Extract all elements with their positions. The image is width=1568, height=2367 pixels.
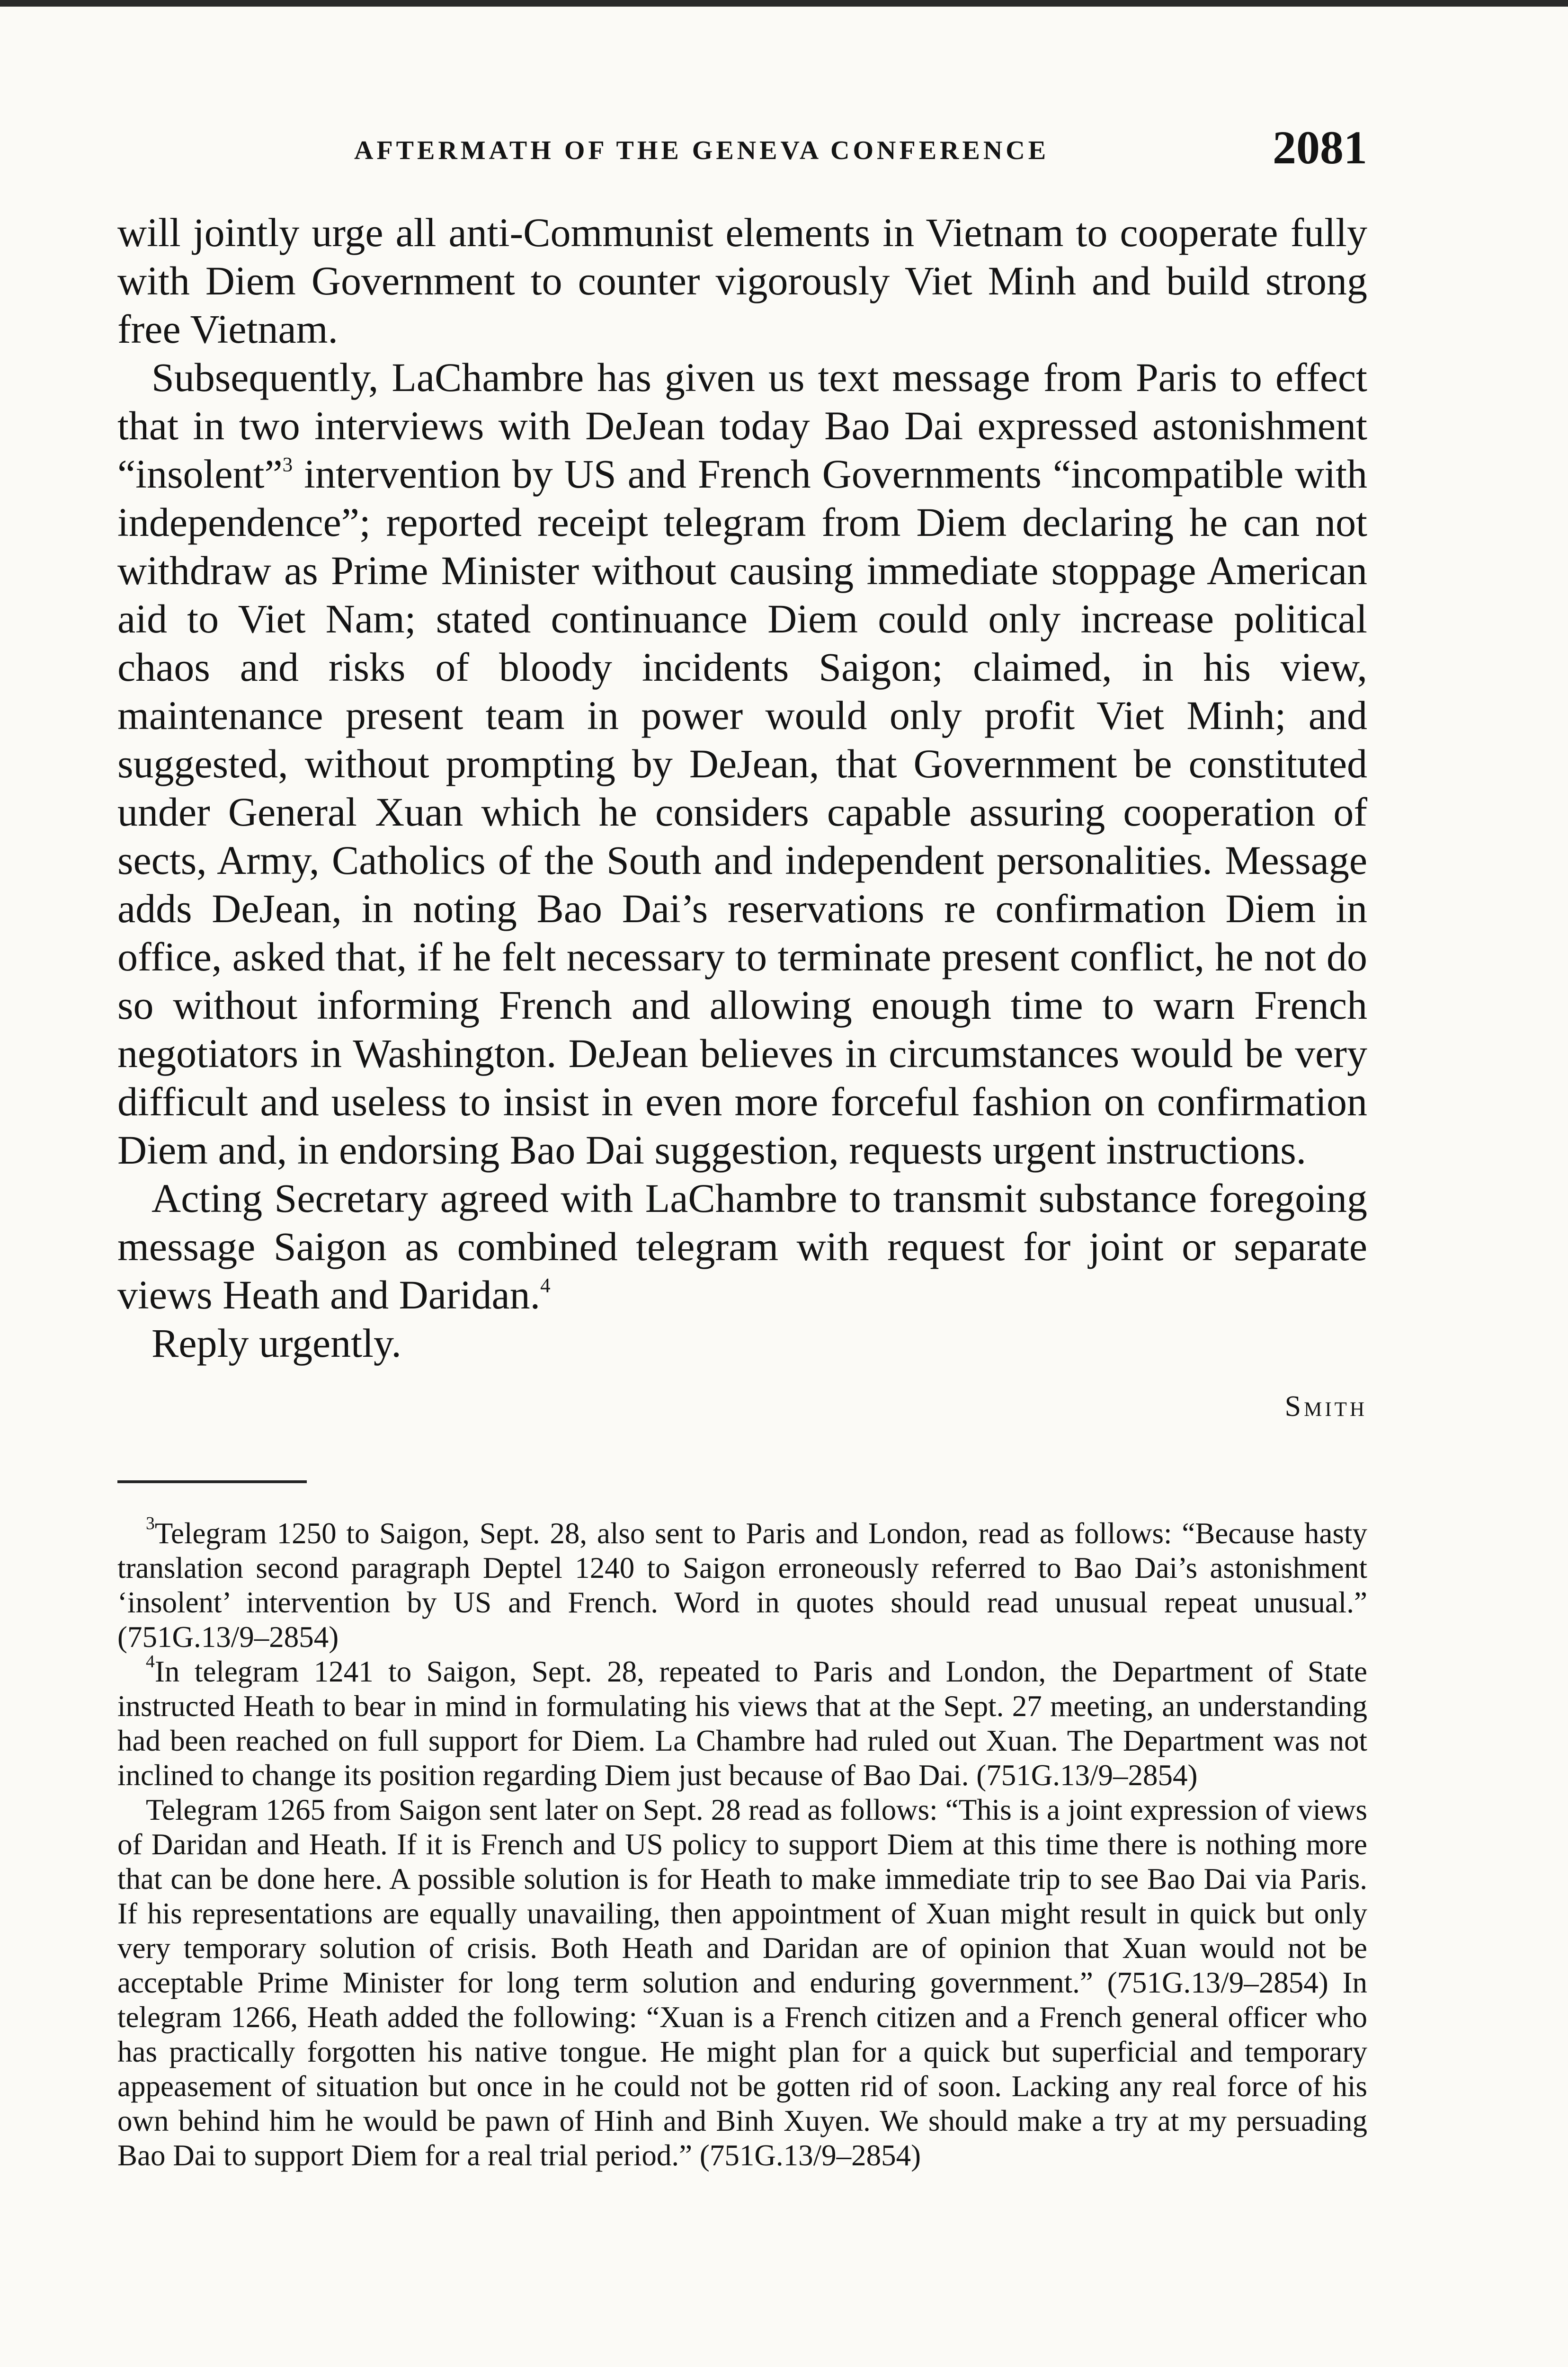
- paragraph-4: Reply urgently.: [151, 1320, 401, 1366]
- paragraph-2: [117, 353, 1367, 1174]
- footnote-4-text: In telegram 1241 to Saigon, Sept. 28, repeated to Paris and London, the Department of State instructed Heath to bear in mind in formulating his views that at the Sept. 27 meeting, an understanding had been reached on full support for Diem. La Chambre had ruled out Xuan. The Department was not inclined to change its position regarding Diem just because of Bao Dai. (751G.13/9–2854): [117, 1655, 1367, 1792]
- running-title: AFTERMATH OF THE GENEVA CONFERENCE: [354, 136, 1050, 165]
- running-header: [117, 118, 1367, 180]
- footnote-3: [117, 1513, 1367, 1655]
- signature: Smith: [1284, 1390, 1367, 1423]
- paragraph-2-part-b: intervention by US and French Governments “incompatible with independence”; reported receipt telegram from Diem declaring he can not withdraw as Prime Minister without causing immediate stoppage American aid to Viet Nam; stated continuance Diem could only increase political chaos and risks of bloody incidents Saigon; claimed, in his view, maintenance present team in power would only profit Viet Minh; and suggested, without prompting by DeJean, that Government be constituted under General Xuan which he considers capable assuring cooperation of sects, Army, Catholics of the South and independent personalities. Message adds DeJean, in noting Bao Dai’s reservations re confirmation Diem in office, asked that, if he felt necessary to terminate present conflict, he not do so without informing French and allowing enough time to warn French negotiators in Washington. DeJean believes in circumstances would be very difficult and useless to insist in even more forceful fashion on confirmation Diem and, in endorsing Bao Dai suggestion, requests urgent instructions.: [117, 451, 1367, 1173]
- footnote-ref-3: 3: [282, 454, 293, 476]
- footnote-divider: [117, 1480, 307, 1483]
- paragraph-3-text: Acting Secretary agreed with LaChambre to transmit substance foregoing message Saigon as combined telegram with request for joint or separate views Heath and Daridan.: [117, 1175, 1367, 1317]
- footnote-3-text: Telegram 1250 to Saigon, Sept. 28, also sent to Paris and London, read as follows: “Because hasty translation second paragraph Deptel 1240 to Saigon erroneously referred to Bao Dai’s astonishment ‘insolent’ intervention by US and French. Word in quotes should read unusual repeat unusual.” (751G.13/9–2854): [117, 1517, 1367, 1654]
- paragraph-2-part-a: Subsequently, LaChambre has given us text message from Paris to effect that in two interviews with DeJean today Bao Dai expressed astonishment “insolent”: [117, 355, 1367, 497]
- footnote-4-mark: 4: [146, 1651, 155, 1672]
- footnote-3-mark: 3: [146, 1513, 155, 1533]
- main-text: [117, 208, 1367, 1367]
- scan-top-edge: [0, 0, 1568, 7]
- footnotes: [117, 1513, 1367, 2173]
- page-number: 2081: [1273, 121, 1367, 174]
- footnote-4-continued: Telegram 1265 from Saigon sent later on Sept. 28 read as follows: “This is a joint expression of views of Daridan and Heath. If it is French and US policy to support Diem at this time there is nothing more that can be done here. A possible solution is for Heath to make immediate trip to see Bao Dai via Paris. If his representations are equally unavailing, then appointment of Xuan might result in quick but only very temporary solution of crisis. Both Heath and Daridan are of opinion that Xuan would not be acceptable Prime Minister for long term solution and enduring government.” (751G.13/9–2854) In telegram 1266, Heath added the following: “Xuan is a French citizen and a French general officer who has practically forgotten his native tongue. He might plan for a quick but superficial and temporary appeasement of situation but once in he could not be gotten rid of soon. Lacking any real force of his own behind him he would be pawn of Hinh and Binh Xuyen. We should make a try at my persuading Bao Dai to support Diem for a real trial period.” (751G.13/9–2854): [117, 1793, 1367, 2172]
- footnote-ref-4: 4: [540, 1274, 551, 1297]
- paragraph-1: will jointly urge all anti-Communist elements in Vietnam to cooperate fully with Diem Government to counter vigorously Viet Minh and build strong free Vietnam.: [117, 210, 1367, 352]
- paragraph-3: [117, 1174, 1367, 1319]
- document-page: [117, 118, 1367, 2173]
- footnote-4: [117, 1651, 1367, 1793]
